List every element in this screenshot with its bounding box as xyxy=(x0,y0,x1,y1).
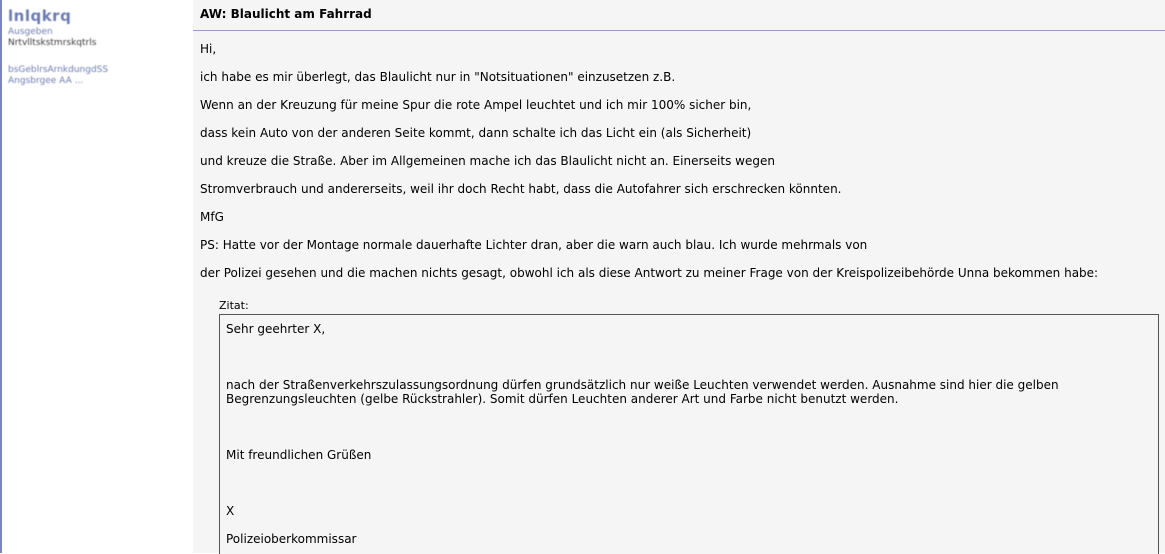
post-line: der Polizei gesehen und die machen nichts gesagt, obwohl ich als diese Antwort zu meiner Frage von der Kreispolizeibehörde Unna bekommen habe: xyxy=(200,266,1099,280)
post-line: MfG xyxy=(200,210,224,224)
post-content xyxy=(193,0,1165,553)
quote-paragraph: nach der Straßenverkehrszulassungsordnung dürfen grundsätzlich nur weiße Leuchten verwendet werden. Ausnahme sind hier die gelben xyxy=(226,378,1059,392)
post-line: PS: Hatte vor der Montage normale dauerhafte Lichter dran, aber die warn auch blau. Ich wurde mehrmals von xyxy=(200,238,868,252)
quote-signature: X xyxy=(226,504,235,518)
username-link[interactable]: lnlqkrq xyxy=(8,7,72,25)
post-line: dass kein Auto von der anderen Seite kommt, dann schalte ich das Licht ein (als Sicherheit) xyxy=(200,126,752,140)
user-info-line: Angsbrgee AA ... xyxy=(8,76,84,86)
quote-closing: Mit freundlichen Grüßen xyxy=(226,448,372,462)
quote-box xyxy=(219,314,1159,554)
post-line: Wenn an der Kreuzung für meine Spur die rote Ampel leuchtet und ich mir 100% sicher bin, xyxy=(200,98,752,112)
post-line: Hi, xyxy=(200,42,217,56)
post-title: AW: Blaulicht am Fahrrad xyxy=(200,7,372,21)
post-line: und kreuze die Straße. Aber im Allgemeinen mache ich das Blaulicht nicht an. Einerseits wegen xyxy=(200,154,775,168)
user-sidebar xyxy=(2,0,192,553)
post-line: Stromverbrauch und andererseits, weil ihr doch Recht habt, dass die Autofahrer sich erschrecken könnten. xyxy=(200,182,842,196)
quote-label: Zitat: xyxy=(219,299,249,312)
quote-greeting: Sehr geehrter X, xyxy=(226,322,326,336)
post-header xyxy=(193,0,1165,31)
post-line: ich habe es mir überlegt, das Blaulicht nur in "Notsituationen" einzusetzen z.B. xyxy=(200,70,676,84)
quote-role: Polizeioberkommissar xyxy=(226,532,357,546)
user-title-line: Nrtvlltskstmrskqtrls xyxy=(8,38,97,48)
user-rank: Ausgeben xyxy=(8,27,53,37)
user-info-line: bsGeblrsArnkdungdSS xyxy=(8,65,109,75)
quote-paragraph: Begrenzungsleuchten (gelbe Rückstrahler). Somit dürfen Leuchten anderer Art und Farbe nicht benutzt werden. xyxy=(226,392,899,406)
